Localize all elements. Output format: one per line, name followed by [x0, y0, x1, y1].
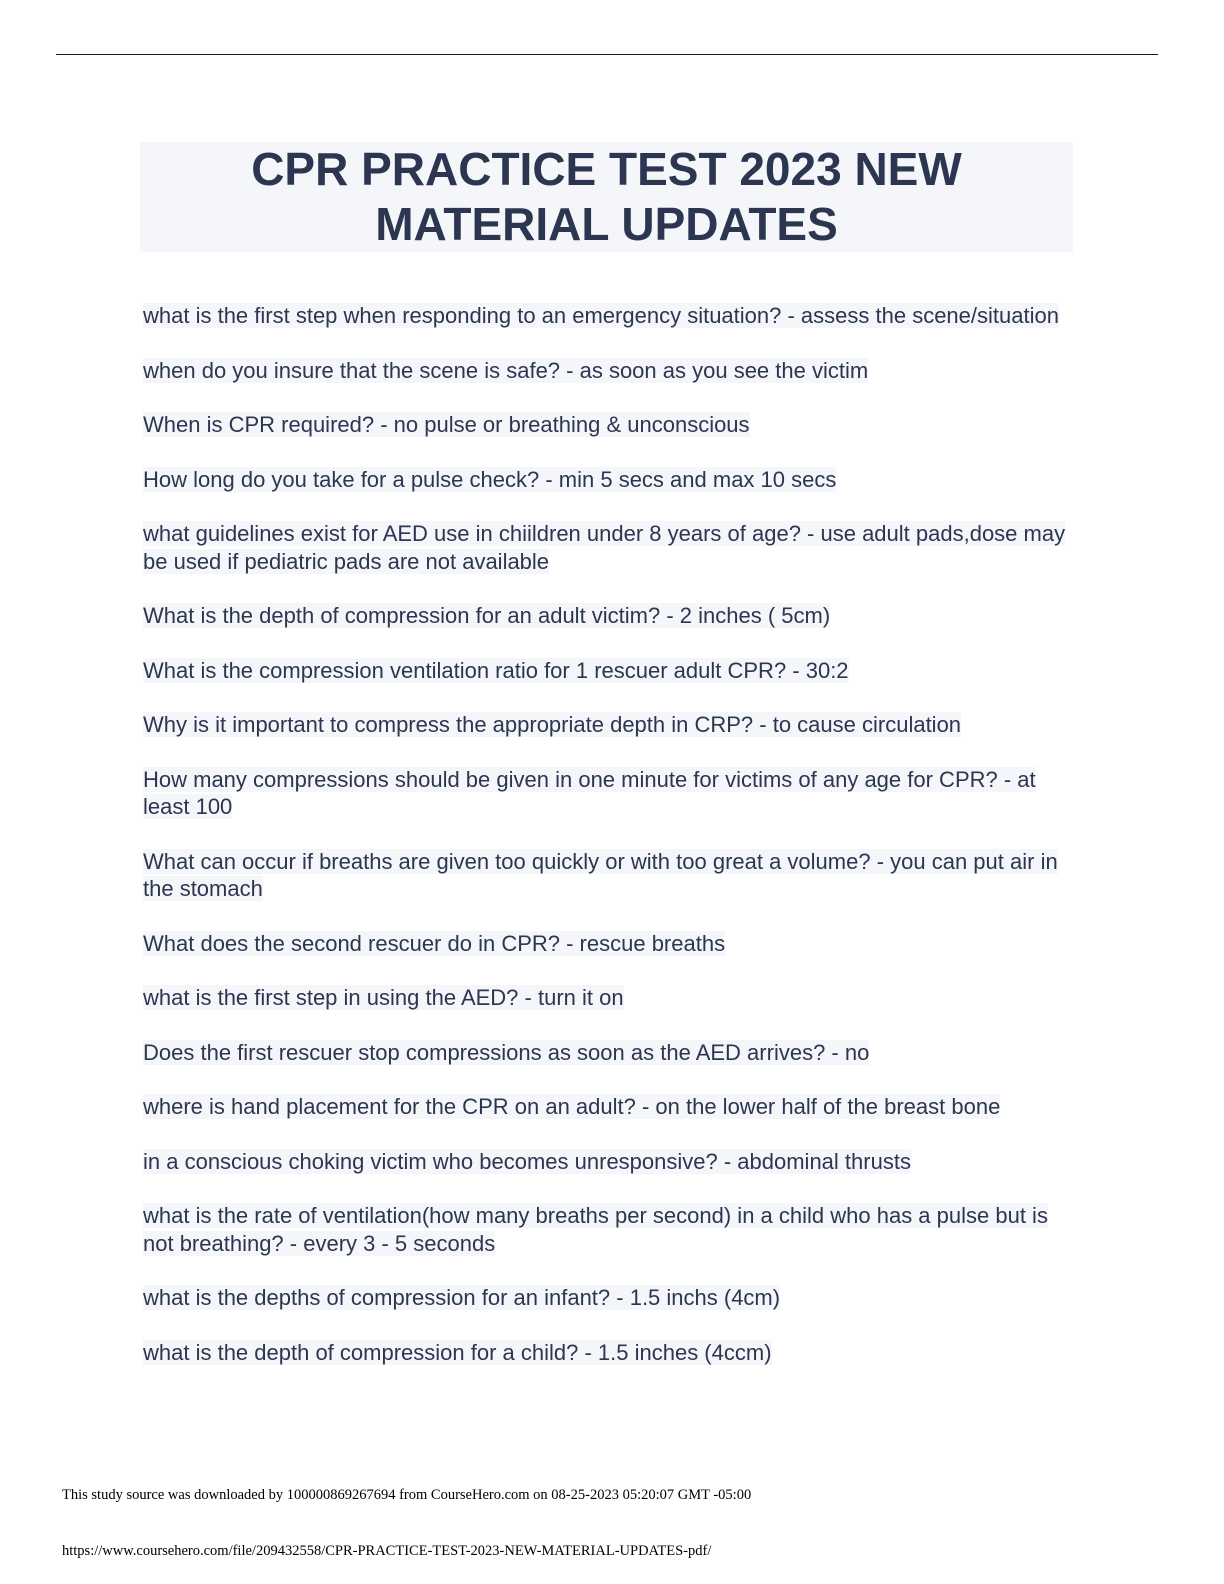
qa-text: what guidelines exist for AED use in chiildren under 8 years of age? - use adult pads,dose may be used if pediatric pads are not available [143, 521, 1066, 574]
qa-item [143, 984, 1073, 1012]
qa-item [143, 357, 1073, 385]
question-answer-list [143, 302, 1073, 1393]
qa-item [143, 1039, 1073, 1067]
qa-text: what is the depth of compression for a child? - 1.5 inches (4ccm) [143, 1339, 772, 1365]
qa-text: When is CPR required? - no pulse or breathing & unconscious [143, 412, 750, 437]
qa-item [143, 1284, 1073, 1312]
qa-item [143, 411, 1073, 439]
qa-text: what is the first step when responding to an emergency situation? - assess the scene/situation [143, 303, 1059, 328]
qa-text: Why is it important to compress the appropriate depth in CRP? - to cause circulation [143, 712, 962, 737]
qa-item [143, 657, 1073, 685]
source-url-link[interactable]: https://www.coursehero.com/file/209432558/CPR-PRACTICE-TEST-2023-NEW-MATERIAL-UPDATES-pdf/ [62, 1543, 712, 1559]
qa-item [143, 302, 1073, 330]
qa-item [143, 1148, 1073, 1176]
qa-text: Does the first rescuer stop compressions as soon as the AED arrives? - no [143, 1039, 870, 1065]
qa-item [143, 520, 1073, 575]
qa-text: What does the second rescuer do in CPR? - rescue breaths [143, 930, 726, 956]
qa-text: What is the compression ventilation ratio for 1 rescuer adult CPR? - 30:2 [143, 657, 849, 683]
qa-text: in a conscious choking victim who becomes unresponsive? - abdominal thrusts [143, 1148, 911, 1174]
header-rule [56, 54, 1158, 55]
qa-text: What is the depth of compression for an adult victim? - 2 inches ( 5cm) [143, 603, 831, 628]
qa-text: what is the rate of ventilation(how many breaths per second) in a child who has a pulse but is not breathing? - every 3 - 5 seconds [143, 1203, 1048, 1256]
download-note: This study source was downloaded by 100000869267694 from CourseHero.com on 08-25-2023 05:20:07 GMT -05:00 [62, 1487, 752, 1503]
qa-item [143, 711, 1073, 739]
qa-item [143, 766, 1073, 821]
qa-text: when do you insure that the scene is safe? - as soon as you see the victim [143, 357, 869, 383]
qa-text: where is hand placement for the CPR on an adult? - on the lower half of the breast bone [143, 1094, 1001, 1119]
qa-text: what is the depths of compression for an infant? - 1.5 inchs (4cm) [143, 1285, 781, 1310]
qa-text: What can occur if breaths are given too quickly or with too great a volume? - you can put air in the stomach [143, 848, 1058, 901]
qa-text: How long do you take for a pulse check? - min 5 secs and max 10 secs [143, 466, 837, 492]
qa-item [143, 466, 1073, 494]
document-title: CPR PRACTICE TEST 2023 NEW MATERIAL UPDATES [251, 143, 962, 250]
title-banner [140, 142, 1073, 252]
qa-item [143, 1339, 1073, 1367]
qa-item [143, 1202, 1073, 1257]
qa-item [143, 1093, 1073, 1121]
qa-item [143, 848, 1073, 903]
qa-text: what is the first step in using the AED? - turn it on [143, 985, 624, 1010]
qa-item [143, 930, 1073, 958]
qa-item [143, 602, 1073, 630]
qa-text: How many compressions should be given in one minute for victims of any age for CPR? - at least 100 [143, 766, 1036, 819]
